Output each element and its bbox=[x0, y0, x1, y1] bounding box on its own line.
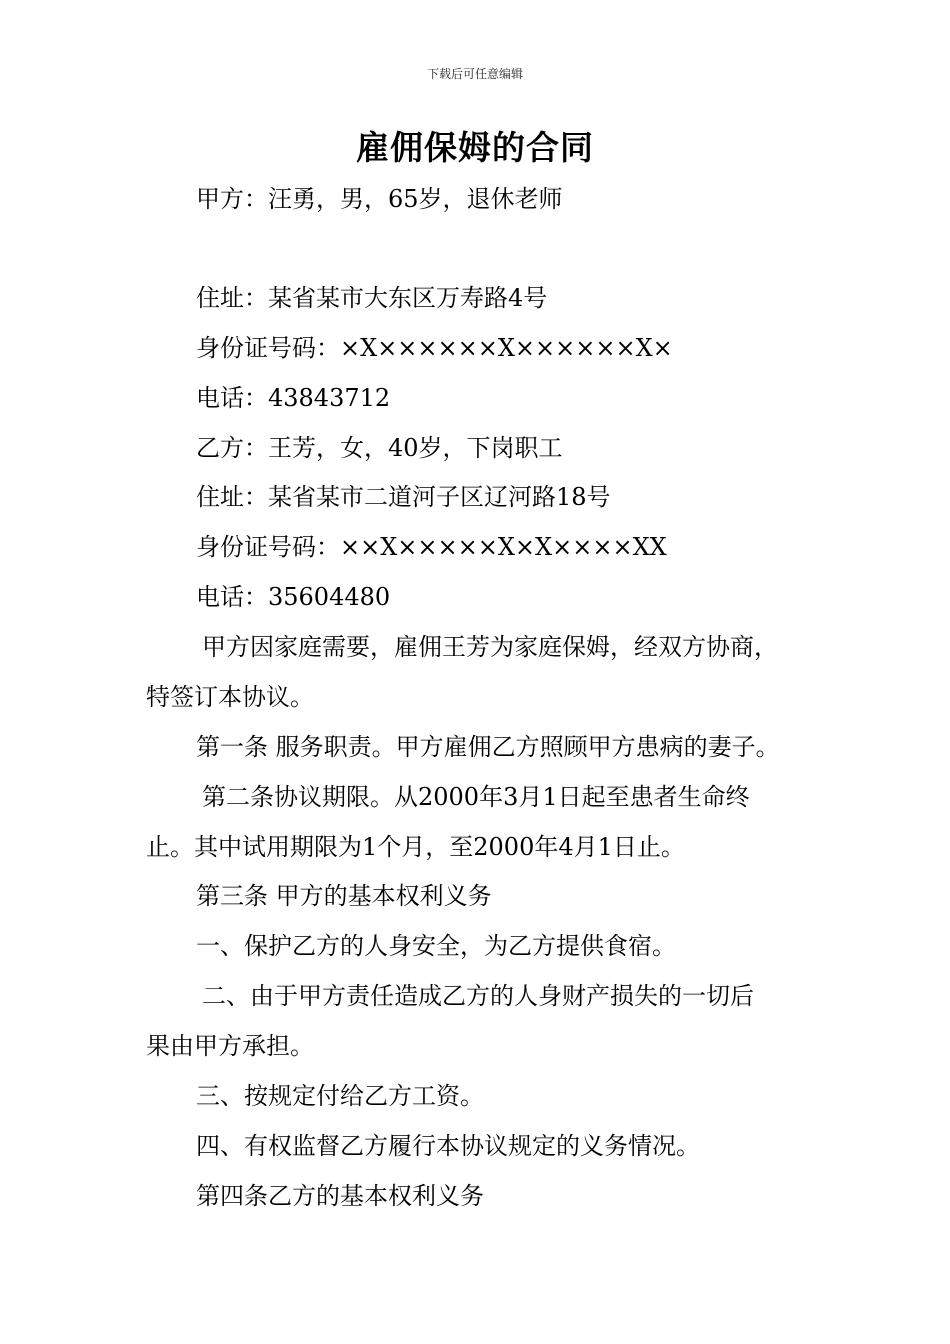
article-2-line-2: 止。其中试用期限为1个月，至2000年4月1日止。 bbox=[146, 833, 685, 861]
party-a-phone: 电话：43843712 bbox=[196, 384, 391, 412]
party-a-address: 住址：某省某市大东区万寿路4号 bbox=[196, 284, 548, 312]
party-b-address: 住址：某省某市二道河子区辽河路18号 bbox=[196, 483, 611, 511]
party-b-id-number: 身份证号码：××X×××××X×X××××XX bbox=[196, 533, 667, 561]
article-3-item-4: 四、有权监督乙方履行本协议规定的义务情况。 bbox=[196, 1132, 700, 1160]
article-3-item-1: 一、保护乙方的人身安全，为乙方提供食宿。 bbox=[196, 932, 676, 960]
party-b-phone: 电话：35604480 bbox=[196, 583, 391, 611]
party-b-intro: 乙方：王芳，女，40岁，下岗职工 bbox=[196, 434, 563, 462]
article-3-item-2-line-1: 二、由于甲方责任造成乙方的人身财产损失的一切后 bbox=[202, 982, 754, 1010]
preamble-line-1: 甲方因家庭需要，雇佣王芳为家庭保姆，经双方协商， bbox=[202, 633, 778, 661]
article-3-item-2-line-2: 果由甲方承担。 bbox=[146, 1032, 314, 1060]
party-a-intro: 甲方：汪勇，男，65岁，退休老师 bbox=[196, 185, 563, 213]
article-3-item-3: 三、按规定付给乙方工资。 bbox=[196, 1082, 484, 1110]
party-a-id-number: 身份证号码：×X××××××X××××××X× bbox=[196, 334, 673, 362]
article-2-line-1: 第二条协议期限。从2000年3月1日起至患者生命终 bbox=[202, 783, 750, 811]
preamble-line-2: 特签订本协议。 bbox=[146, 683, 314, 711]
header-note: 下载后可任意编辑 bbox=[426, 67, 523, 81]
article-1: 第一条 服务职责。甲方雇佣乙方照顾甲方患病的妻子。 bbox=[196, 733, 780, 761]
article-3-heading: 第三条 甲方的基本权利义务 bbox=[196, 882, 492, 910]
article-4-heading: 第四条乙方的基本权利义务 bbox=[196, 1182, 484, 1210]
page-title: 雇佣保姆的合同 bbox=[356, 128, 594, 167]
